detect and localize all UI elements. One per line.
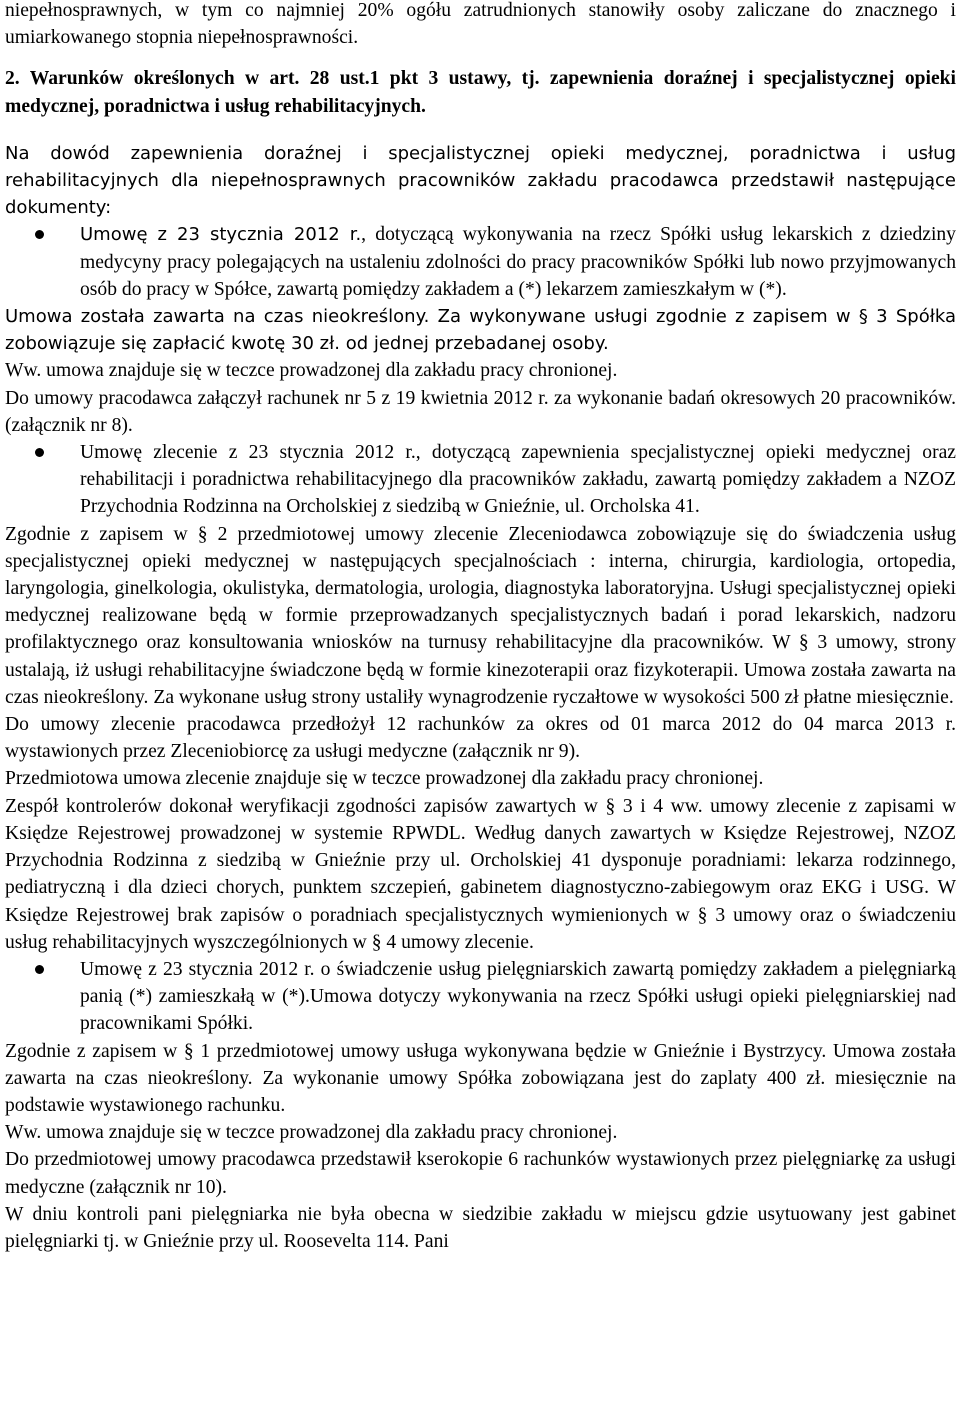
list-item-text: , dotyczącą wykonywania na rzecz Spółki usług lekarskich z dziedziny medycyny pracy polegających na ustaleniu zdolności do pracy pracowników Spółki lub nowo przyjmowanych osób do pracy w Spółce, zawartą pomiędzy zakładem a (*) lekarzem zamieszkałym w (*). [80,224,956,300]
list-item-lead: Umowę z 23 stycznia 2012 r. [80,224,362,246]
document-page [5,0,956,1255]
document-list-1 [5,221,956,303]
paragraph: Zespół kontrolerów dokonał weryfikacji zgodności zapisów zawartych w § 3 i 4 ww. umowy zlecenie z zapisami w Księdze Rejestrowej prowadzonej w systemie RPWDL. Według danych zawartych w Księdze Rejestrowej, NZOZ Przychodnia Rodzinna z siedzibą w Gnieźnie przy ul. Orcholskiej 41 dysponuje poradniami: lekarza rodzinnego, pediatryczną i dla dzieci chorych, punktem szczepień, gabinetem diagnostyczno-zabiegowym oraz EKG i USG. W Księdze Rejestrowej brak zapisów o poradniach specjalistycznych wymienionych w § 3 umowy oraz o świadczeniu usług rehabilitacyjnych wyszczególnionych w § 4 umowy zlecenie. [5,795,956,953]
paragraph: Do umowy zlecenie pracodawca przedłożył 12 rachunków za okres od 01 marca 2012 do 04 marca 2013 r. wystawionych przez Zleceniobiorcę za usługi medyczne (załącznik nr 9). [5,714,956,763]
bullet-icon [35,448,44,457]
paragraph: Zgodnie z zapisem w § 1 przedmiotowej umowy usługa wykonywana będzie w Gnieźnie i Bystrzycy. Umowa została zawarta na czas nieokreślony. Za wykonanie umowy Spółka zobowiązana jest do zaplaty 400 zł. miesięcznie na podstawie wystawionego rachunku. [5,1040,956,1116]
list-item-text: Umowę zlecenie z 23 stycznia 2012 r., dotyczącą zapewnienia specjalistycznej opieki medycznej oraz rehabilitacji i poradnictwa rehabilitacyjnego dla pracowników zakładu, zawartą pomiędzy zakładem a NZOZ Przychodnia Rodzinna na Orcholskiej z siedzibą w Gnieźnie, ul. Orcholska 41. [80,442,956,518]
paragraph: Umowa została zawarta na czas nieokreślony. Za wykonywane usługi zgodnie z zapisem w § 3 Spółka zobowiązuje się zapłacić kwotę 30 zł. od jednej przebadanej osoby. [5,306,956,355]
paragraph: Ww. umowa znajduje się w teczce prowadzonej dla zakładu pracy chronionej. [5,1122,618,1144]
paragraph: Przedmiotowa umowa zlecenie znajduje się w teczce prowadzonej dla zakładu pracy chronionej. [5,768,764,790]
paragraph: Do przedmiotowej umowy pracodawca przedstawił kserokopie 6 rachunków wystawionych przez pielęgniarkę za usługi medyczne (załącznik nr 10). [5,1149,956,1198]
list-item [5,439,956,521]
list-item [5,221,956,303]
proof-intro-paragraph: Na dowód zapewnienia doraźnej i specjalistycznej opieki medycznej, poradnictwa i usług rehabilitacyjnych dla niepełnosprawnych pracowników zakładu pracodawca przedstawił następujące dokumenty: [5,142,956,219]
paragraph: Ww. umowa znajduje się w teczce prowadzonej dla zakładu pracy chronionej. [5,360,618,382]
paragraph: Do umowy pracodawca załączył rachunek nr 5 z 19 kwietnia 2012 r. za wykonanie badań okresowych 20 pracowników. (załącznik nr 8). [5,387,956,436]
paragraph: Zgodnie z zapisem w § 2 przedmiotowej umowy zlecenie Zleceniodawca zobowiązuje się do świadczenia usług specjalistycznej opieki medycznej w następujących specjalnościach : interna, chirurgia, kardiologia, ortopedia, laryngologia, ginelkologia, okulistyka, dermatologia, urologia, diagnostyka laboratoryjna. Usługi specjalistycznej opieki medycznej realizowane będą w formie przeprowadzanych specjalistycznych badań i porad lekarskich, nadzoru profilaktycznego oraz konsultowania wniosków na turnusy rehabilitacyjne dla pracowników. W § 3 umowy, strony ustalają, iż usługi rehabilitacyjne świadczone będą w formie kinezoterapii oraz fizykoterapii. Umowa została zawarta na czas nieokreślony. Za wykonane usług strony ustaliły wynagrodzenie ryczałtowe w wysokości 500 zł płatne miesięcznie. [5,523,956,708]
paragraph: W dniu kontroli pani pielęgniarka nie była obecna w siedzibie zakładu w miejscu gdzie usytuowany jest gabinet pielęgniarki tj. w Gnieźnie przy ul. Roosevelta 114. Pani [5,1203,956,1252]
document-list-2 [5,439,956,521]
bullet-icon [35,230,44,239]
list-item [5,956,956,1038]
list-item-text: Umowę z 23 stycznia 2012 r. o świadczenie usług pielęgniarskich zawartą pomiędzy zakładem a pielęgniarką panią (*) zamieszkałą w (*).Umowa dotyczy wykonywania na rzecz Spółki usługi opieki pielęgniarskiej nad pracownikami Spółki. [80,958,956,1035]
section-heading: 2. Warunków określonych w art. 28 ust.1 pkt 3 ustawy, tj. zapewnienia doraźnej i specjalistycznej opieki medycznej, poradnictwa i usług rehabilitacyjnych. [5,68,956,117]
bullet-icon [35,965,44,974]
intro-paragraph: niepełnosprawnych, w tym co najmniej 20% ogółu zatrudnionych stanowiły osoby zaliczane do znacznego i umiarkowanego stopnia niepełnosprawności. [5,0,956,49]
document-list-3 [5,956,956,1038]
